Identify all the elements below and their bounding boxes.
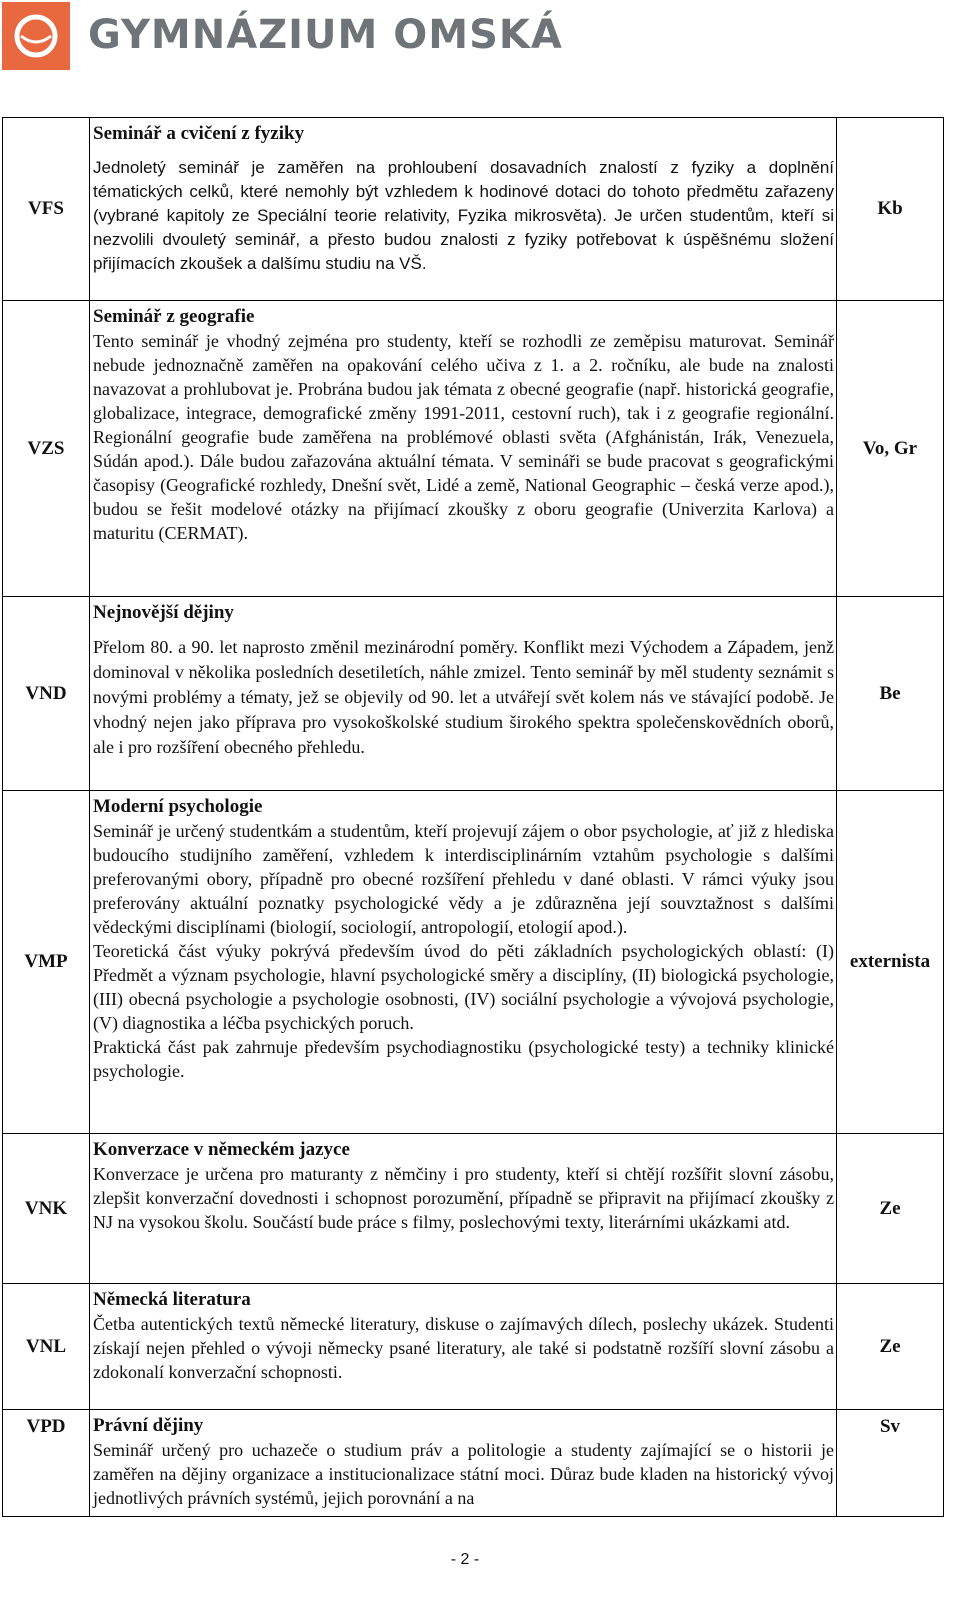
course-text: Přelom 80. a 90. let naprosto změnil mezinárodní poměry. Konflikt mezi Východem a Západem, jenž dominoval v několika posledních desetiletích, náhle zmizel. Tento seminář by měl studenty seznámit s novými problémy a tématy, jež se objevily od 90. let a utvářejí svět kolem nás ve stávající podobě. Je vhodný nejen jako příprava pro vysokoškolské studium širokého spektra společenskovědních oborů, ale i pro rozšíření obecného přehledu. bbox=[93, 637, 834, 757]
course-code: VPD bbox=[3, 1410, 90, 1517]
course-teacher: Be bbox=[837, 597, 944, 791]
course-description bbox=[90, 1134, 837, 1284]
course-description bbox=[90, 118, 837, 301]
course-description bbox=[90, 1284, 837, 1410]
circle-logo-icon bbox=[8, 8, 64, 64]
table-row bbox=[3, 791, 944, 1134]
course-description bbox=[90, 597, 837, 791]
table-row bbox=[3, 1134, 944, 1284]
course-teacher: Ze bbox=[837, 1134, 944, 1284]
course-code: VZS bbox=[3, 301, 90, 597]
course-teacher: Kb bbox=[837, 118, 944, 301]
course-paragraph: Seminář je určený studentkám a studentům, kteří projevují zájem o obor psychologie, ať již z hlediska budoucího studijního zaměření, vzhledem k interdisciplinárním vztahům psychologie s dalšími preferovanými obory, případně pro obecné rozšíření přehledu v dané oblasti. V rámci výuky jsou preferovány aktuální poznatky psychologické vědy a je zdůrazněna její souvztažnost s dalšími vědeckými disciplínami (biologií, sociologií, antropologií, etologií apod.). bbox=[93, 821, 834, 937]
course-description bbox=[90, 1410, 837, 1517]
course-code: VMP bbox=[3, 791, 90, 1134]
course-title: Seminář a cvičení z fyziky bbox=[93, 123, 305, 144]
table-row bbox=[3, 1284, 944, 1410]
course-title: Moderní psychologie bbox=[93, 796, 263, 817]
course-code: VFS bbox=[3, 118, 90, 301]
school-name: GYMNÁZIUM OMSKÁ bbox=[88, 12, 563, 58]
course-description bbox=[90, 301, 837, 597]
course-code: VNL bbox=[3, 1284, 90, 1410]
course-code: VND bbox=[3, 597, 90, 791]
course-text: Tento seminář je vhodný zejména pro studenty, kteří se rozhodli ze zeměpisu maturovat. Seminář nebude jednoznačně zaměřen na opakování celého učiva z 1. a 2. ročníku, ale bude na znalosti navazovat a prohlubovat je. Probrána budou jak témata z obecné geografie (např. historická geografie, globalizace, integrace, demografické změny 1991-2011, cestovní ruch), tak i z geografie regionální. Regionální geografie bude zaměřena na problémové oblasti světa (Afghánistán, Irák, Venezuela, Súdán apod.). Dále budou zařazována aktuální témata. V semináři se bude pracovat s geografickými časopisy (Geografické rozhledy, Dnešní svět, Lidé a země, National Geographic – česká verze apod.), budou se řešit modelové otázky na přijímací zkoušky z oboru geografie (Univerzita Karlova) a maturitu (CERMAT). bbox=[93, 331, 834, 543]
table-row bbox=[3, 1410, 944, 1517]
courses-table bbox=[2, 117, 944, 1517]
course-title: Seminář z geografie bbox=[93, 306, 255, 327]
course-paragraph: Praktická část pak zahrnuje především psychodiagnostiku (psychologické testy) a techniky klinické psychologie. bbox=[93, 1037, 834, 1081]
school-logo bbox=[2, 2, 70, 70]
course-title: Právní dějiny bbox=[93, 1415, 204, 1436]
table-row bbox=[3, 301, 944, 597]
course-teacher: Ze bbox=[837, 1284, 944, 1410]
course-title: Konverzace v německém jazyce bbox=[93, 1139, 350, 1160]
course-title: Německá literatura bbox=[93, 1289, 251, 1310]
table-row bbox=[3, 597, 944, 791]
page-header bbox=[2, 2, 902, 70]
course-text: Seminář určený pro uchazeče o studium práv a politologie a studenty zajímající se o historii je zaměřen na dějiny organizace a institucionalizace státní moci. Důraz bude kladen na historický vývoj jednotlivých právních systémů, jejich porovnání a na bbox=[93, 1440, 834, 1508]
course-text: Četba autentických textů německé literatury, diskuse o zajímavých dílech, poslechy ukázek. Studenti získají nejen přehled o vývoji německy psané literatury, ale také si podstatně rozšíří slovní zásobu a zdokonalí konverzační schopnosti. bbox=[93, 1314, 834, 1382]
course-text: Jednoletý seminář je zaměřen na prohloubení dosavadních znalostí z fyziky a doplnění tématických celků, které nemohly být vzhledem k hodinové dotaci do tohoto předmětu zařazeny (vybrané kapitoly ze Speciální teorie relativity, Fyzika mikrosvěta). Je určen studentům, kteří si nezvolili dvouletý seminář, a přesto budou znalosti z fyziky potřebovat k úspěšnému složení přijímacích zkoušek a dalšímu studiu na VŠ. bbox=[93, 158, 834, 273]
course-teacher: externista bbox=[837, 791, 944, 1134]
course-title: Nejnovější dějiny bbox=[93, 602, 234, 623]
course-teacher: Vo, Gr bbox=[837, 301, 944, 597]
course-description bbox=[90, 791, 837, 1134]
table-row bbox=[3, 118, 944, 301]
page-number: - 2 - bbox=[450, 1551, 480, 1568]
course-teacher: Sv bbox=[837, 1410, 944, 1517]
course-text: Konverzace je určena pro maturanty z němčiny i pro studenty, kteří si chtějí rozšířit slovní zásobu, zlepšit konverzační dovednosti i schopnost porozumění, případně se připravit na přijímací zkoušky z NJ na vysokou školu. Součástí bude práce s filmy, poslechovými texty, literárními ukázkami atd. bbox=[93, 1164, 834, 1232]
course-code: VNK bbox=[3, 1134, 90, 1284]
course-paragraph: Teoretická část výuky pokrývá především úvod do pěti základních psychologických oblastí: (I) Předmět a význam psychologie, hlavní psychologické směry a disciplíny, (II) biologická psychologie, (III) obecná psychologie a psychologie osobnosti, (IV) sociální psychologie a vývojová psychologie, (V) diagnostika a léčba psychických poruch. bbox=[93, 941, 834, 1033]
